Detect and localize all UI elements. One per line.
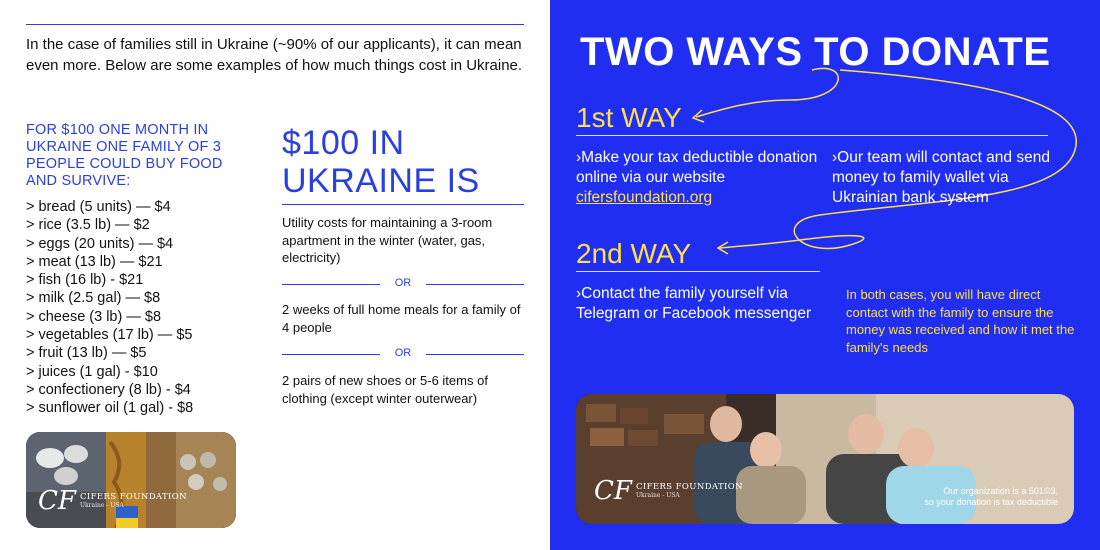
groceries-photo	[26, 432, 236, 528]
intro-text: In the case of families still in Ukraine (~90% of our applicants), it can mean even more. Below are some examples of how much things cost in Ukraine.	[26, 36, 523, 74]
logo-mark: CF	[594, 476, 632, 506]
foundation-logo	[594, 478, 743, 504]
family-photo	[576, 394, 1074, 524]
food-price-list	[26, 198, 193, 418]
option-meals: 2 weeks of full home meals for a family of 4 people	[282, 302, 521, 335]
option-clothing: 2 pairs of new shoes or 5-6 items of clothing (except winter outerwear)	[282, 373, 488, 406]
big-heading-line1: $100 IN	[282, 124, 405, 162]
tax-status-caption: Our organization is a 501©3, so your donation is tax deductible	[924, 486, 1058, 507]
way2-contact-text: ›Contact the family yourself via Telegram or Facebook messenger	[576, 285, 812, 322]
heading-divider	[282, 204, 524, 205]
way2-divider	[576, 271, 820, 272]
or-label: OR	[394, 277, 412, 289]
both-cases-note: In both cases, you will have direct contact with the family to ensure the money was received and how it met the family's needs	[846, 287, 1075, 355]
or-separator	[282, 347, 524, 361]
way1-team-text: ›Our team will contact and send money to family wallet via Ukrainian bank system	[832, 149, 1050, 206]
big-heading-line2: UKRAINE IS	[282, 162, 480, 200]
list-item: > sunflower oil (1 gal) - $8	[26, 400, 194, 417]
list-item: > cheese (3 lb) — $8	[26, 308, 162, 325]
logo-name: CIFERS FOUNDATION	[635, 482, 744, 492]
logo-sub: Ukraine - USA	[79, 502, 124, 509]
option-utilities: Utility costs for maintaining a 3-room apartment in the winter (water, gas, electricity)	[282, 215, 493, 265]
list-item: > rice (3.5 lb) — $2	[26, 217, 150, 234]
list-item: > vegetables (17 lb) — $5	[26, 327, 193, 344]
website-link[interactable]: cifersfoundation.org	[576, 189, 713, 206]
list-item: > juices (1 gal) - $10	[26, 363, 158, 380]
or-separator	[282, 277, 524, 291]
logo-mark: CF	[38, 486, 76, 516]
list-item: > confectionery (8 lb) - $4	[26, 381, 191, 398]
logo-name: CIFERS FOUNDATION	[79, 492, 188, 502]
top-divider	[26, 24, 524, 25]
way1-online-text: ›Make your tax deductible donation online via our website cifersfoundation.org	[576, 149, 818, 206]
right-panel	[550, 0, 1100, 550]
or-label: OR	[394, 347, 412, 359]
list-item: > fruit (13 lb) — $5	[26, 345, 147, 362]
big-heading	[282, 124, 480, 200]
way2-label: 2nd WAY	[576, 238, 692, 269]
foundation-logo	[38, 488, 187, 514]
way1-divider	[576, 135, 1048, 136]
food-budget-heading: FOR $100 ONE MONTH IN UKRAINE ONE FAMILY OF 3 PEOPLE COULD BUY FOOD AND SURVIVE:	[26, 122, 223, 189]
way1-label: 1st WAY	[576, 102, 682, 133]
list-item: > eggs (20 units) — $4	[26, 235, 174, 252]
page-title: TWO WAYS TO DONATE	[580, 30, 1051, 74]
list-item: > milk (2.5 gal) — $8	[26, 290, 161, 307]
list-item: > meat (13 lb) — $21	[26, 253, 163, 270]
list-item: > bread (5 units) — $4	[26, 199, 171, 215]
logo-sub: Ukraine - USA	[635, 492, 680, 499]
list-item: > fish (16 lb) - $21	[26, 272, 144, 289]
